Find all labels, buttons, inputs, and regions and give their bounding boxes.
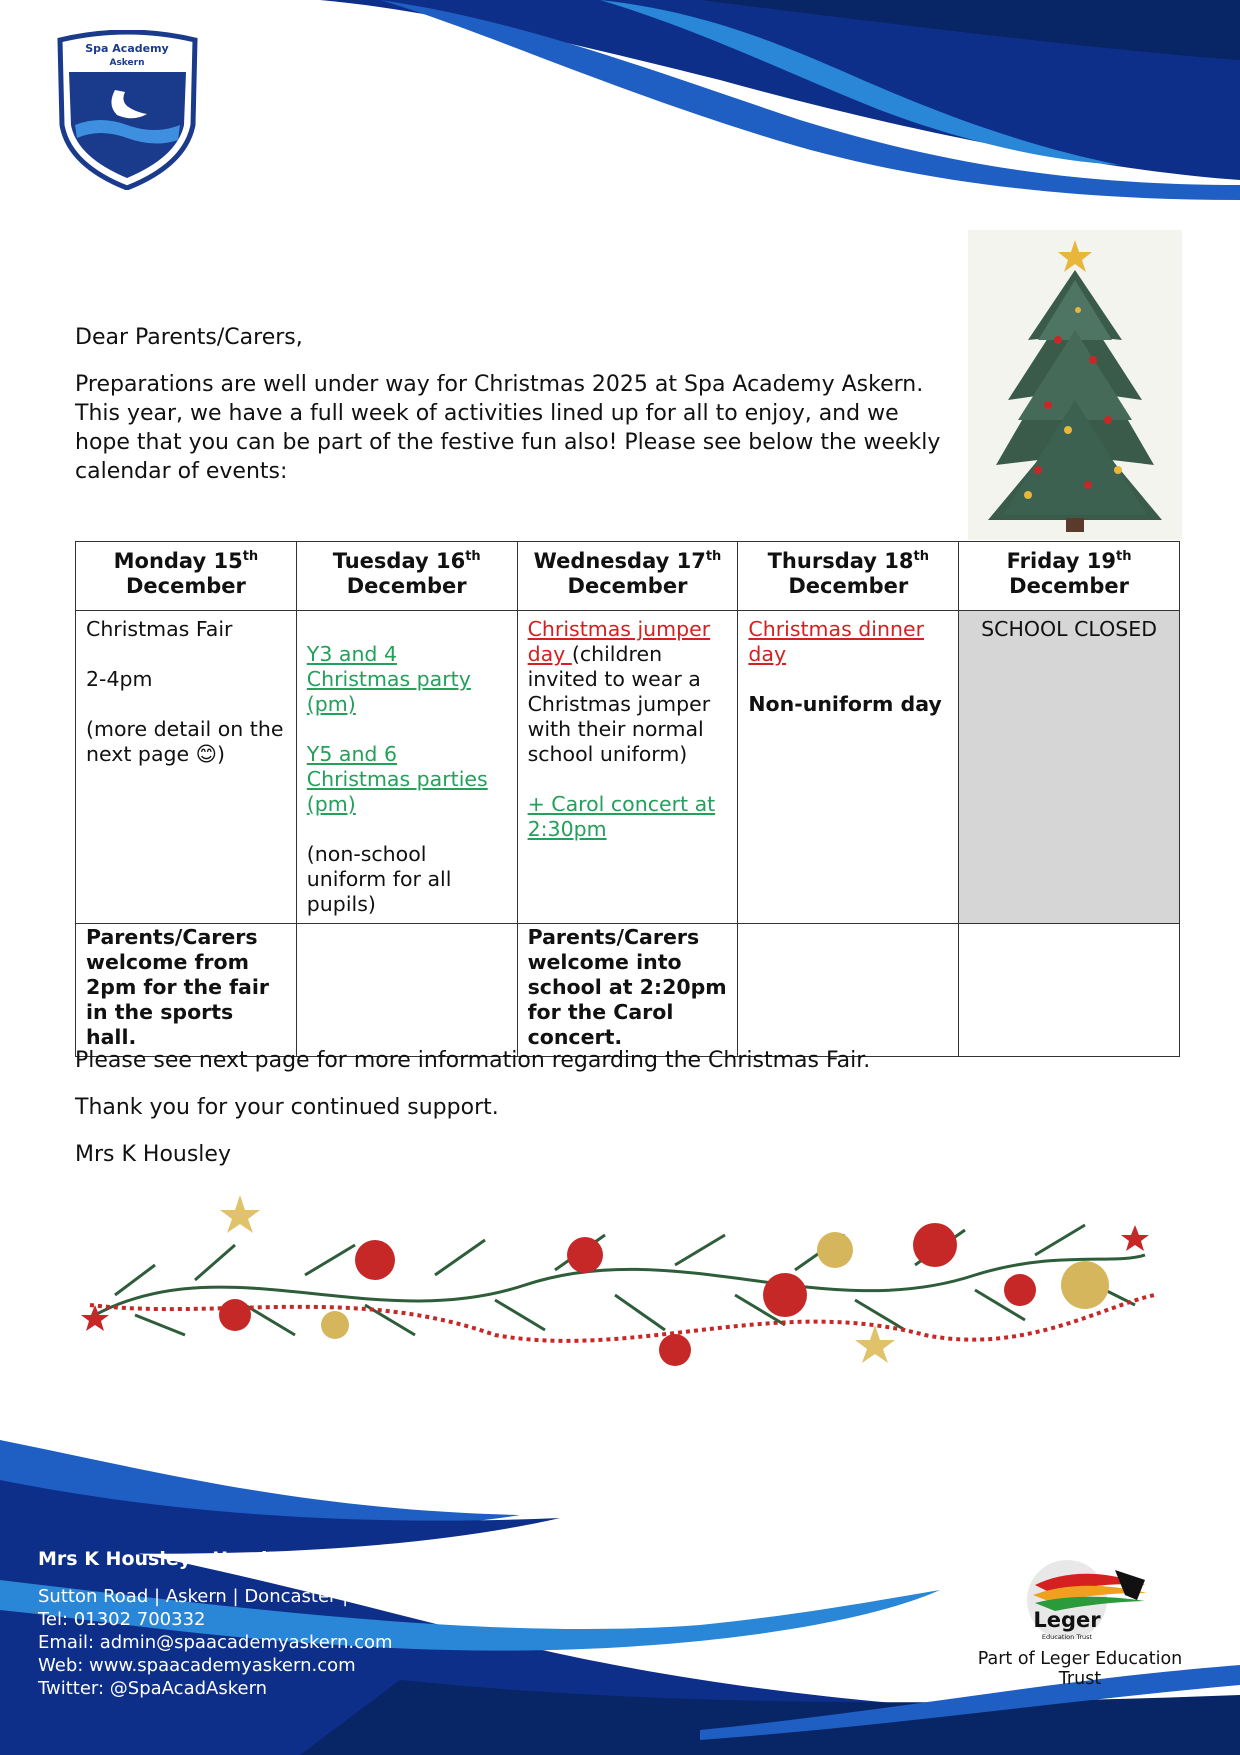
friday-events-cell: [959, 611, 1180, 924]
day-header-monday: Monday 15th December: [76, 542, 297, 611]
headteacher-name: Mrs K Housley - Headteacher: [38, 1548, 350, 1570]
fair-info-note: Please see next page for more information regarding the Christmas Fair.: [75, 1048, 871, 1073]
school-contact-footer: [38, 1548, 436, 1700]
thanks-line: Thank you for your continued support.: [75, 1095, 499, 1120]
signoff-name: Mrs K Housley: [75, 1142, 231, 1167]
christmas-fair-time: 2-4pm: [86, 667, 153, 691]
christmas-fair-note: (more detail on the next page 😊): [86, 717, 284, 766]
leger-trust-logo: [1005, 1555, 1155, 1645]
school-closed-label: SCHOOL CLOSED: [981, 617, 1158, 641]
friday-parents-cell: [959, 924, 1180, 1057]
wednesday-events-cell: [517, 611, 738, 924]
non-uniform-day-note: Non-uniform day: [748, 692, 942, 716]
christmas-tree-image: [968, 230, 1182, 540]
trust-caption: Part of Leger Education Trust: [977, 1649, 1183, 1689]
day-header-tuesday: Tuesday 16th December: [296, 542, 517, 611]
tuesday-parents-cell: [296, 924, 517, 1057]
monday-parents-cell: Parents/Carers welcome from 2pm for the fair in the sports hall.: [76, 924, 297, 1057]
calendar-parents-row: [76, 924, 1180, 1057]
christmas-fair-event: Christmas Fair: [86, 617, 233, 641]
calendar-header-row: [76, 542, 1180, 611]
y3-y4-party-link[interactable]: Y3 and 4 Christmas party (pm): [306, 642, 471, 716]
day-header-thursday: Thursday 18th December: [738, 542, 959, 611]
trust-logo-subtext: Education Trust: [1041, 1633, 1093, 1641]
letter-salutation: Dear Parents/Carers,: [75, 325, 303, 350]
letter-intro-paragraph: Preparations are well under way for Christmas 2025 at Spa Academy Askern. This year, we have a full week of activities lined up for all to enjoy, and we hope that you can be part of the festive fun also! Please see below the weekly calendar of events:: [75, 372, 941, 484]
christmas-jumper-description: (children invited to wear a Christmas jumper with their normal school uniform): [527, 642, 711, 766]
tuesday-events-cell: [296, 611, 517, 924]
wednesday-parents-cell: Parents/Carers welcome into school at 2:20pm for the Carol concert.: [517, 924, 738, 1057]
crest-text-line1: Spa Academy: [85, 42, 169, 55]
crest-text-line2: Askern: [109, 58, 145, 68]
christmas-dinner-day-link[interactable]: Christmas dinner day: [748, 617, 925, 666]
school-twitter: Twitter: @SpaAcadAskern: [38, 1678, 268, 1699]
day-header-friday: Friday 19th December: [959, 542, 1180, 611]
trust-block: [960, 1555, 1200, 1689]
school-address: Sutton Road | Askern | Doncaster | DN6 0AQ: [38, 1586, 437, 1607]
day-header-wednesday: Wednesday 17th December: [517, 542, 738, 611]
thursday-events-cell: [738, 611, 959, 924]
christmas-garland-image: [75, 1185, 1165, 1375]
school-email: Email: admin@spaacademyaskern.com: [38, 1632, 393, 1653]
calendar-events-row: [76, 611, 1180, 924]
thursday-parents-cell: [738, 924, 959, 1057]
tuesday-uniform-note: (non-school uniform for all pupils): [306, 842, 452, 916]
school-website: Web: www.spaacademyaskern.com: [38, 1655, 356, 1676]
carol-concert-link[interactable]: + Carol concert at 2:30pm: [527, 792, 716, 841]
trust-logo-text: Leger: [1033, 1608, 1101, 1632]
school-telephone: Tel: 01302 700332: [38, 1609, 206, 1630]
school-crest-logo: [55, 30, 200, 190]
y5-y6-party-link[interactable]: Y5 and 6 Christmas parties (pm): [306, 742, 488, 816]
christmas-jumper-day-link[interactable]: Christmas jumper day: [527, 617, 711, 666]
events-calendar-table: [75, 541, 1180, 1057]
monday-events-cell: [76, 611, 297, 924]
